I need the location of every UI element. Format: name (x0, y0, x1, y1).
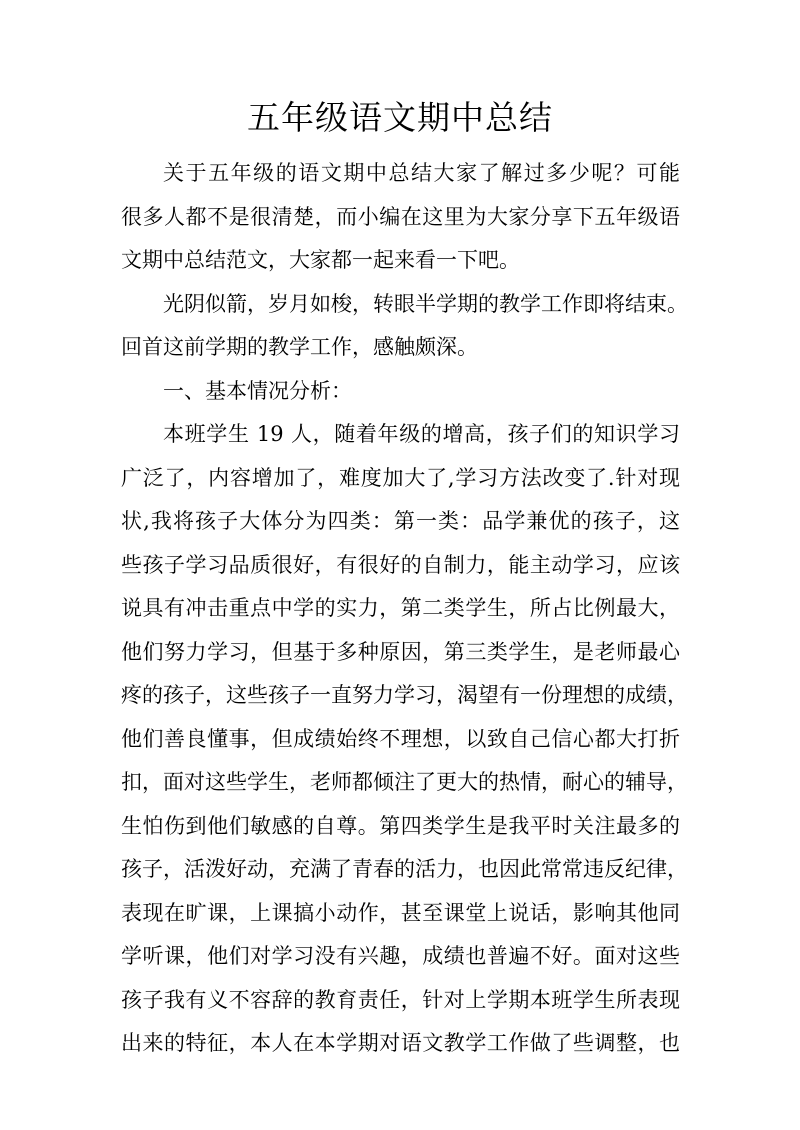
text-line: 很多人都不是很清楚，而小编在这里为大家分享下五年级语 (121, 204, 680, 229)
text-line: 一、基本情况分析： (163, 378, 352, 403)
text-line: 表现在旷课，上课搞小动作，甚至课堂上说话，影响其他同 (121, 900, 680, 925)
paragraph-intro (121, 152, 680, 283)
text-line: 状,我将孩子大体分为四类：第一类：品学兼优的孩子，这 (121, 509, 680, 533)
section-heading (121, 370, 680, 414)
text-line: 扣，面对这些学生，老师都倾注了更大的热情，耐心的辅导， (121, 770, 688, 794)
text-line: 他们努力学习，但基于多种原因，第三类学生，是老师最心 (121, 639, 680, 664)
text-line: 回首这前学期的教学工作，感触颇深。 (121, 335, 478, 359)
text-line: 说具有冲击重点中学的实力，第二类学生，所占比例最大， (121, 596, 680, 620)
text-line: 学听课，他们对学习没有兴趣，成绩也普遍不好。面对这些 (121, 944, 680, 968)
text-line: 孩子，活泼好动，充满了青春的活力，也因此常常违反纪律， (121, 857, 688, 881)
text-line: 孩子我有义不容辞的教育责任，针对上学期本班学生所表现 (121, 987, 680, 1012)
text-line: 疼的孩子，这些孩子一直努力学习，渴望有一份理想的成绩， (121, 683, 688, 707)
text-line: 光阴似箭，岁月如梭，转眼半学期的教学工作即将结束。 (163, 291, 688, 316)
document-body (121, 152, 688, 1066)
text-line: 广泛了，内容增加了，难度加大了,学习方法改变了.针对现 (121, 465, 680, 490)
text-line: 关于五年级的语文期中总结大家了解过多少呢？可能 (163, 161, 680, 185)
paragraph-opening (121, 283, 688, 370)
text-line: 本班学生 19 人，随着年级的增高，孩子们的知识学习 (163, 422, 680, 446)
text-line: 文期中总结范文，大家都一起来看一下吧。 (121, 248, 520, 272)
text-line: 些孩子学习品质很好，有很好的自制力，能主动学习，应该 (121, 552, 680, 577)
text-line: 他们善良懂事，但成绩始终不理想，以致自己信心都大打折 (121, 726, 680, 751)
document-title: 五年级语文期中总结 (247, 98, 553, 137)
text-line: 出来的特征，本人在本学期对语文教学工作做了些调整，也 (121, 1031, 680, 1055)
paragraph-analysis (121, 413, 688, 1066)
text-line: 生怕伤到他们敏感的自尊。第四类学生是我平时关注最多的 (121, 813, 680, 838)
